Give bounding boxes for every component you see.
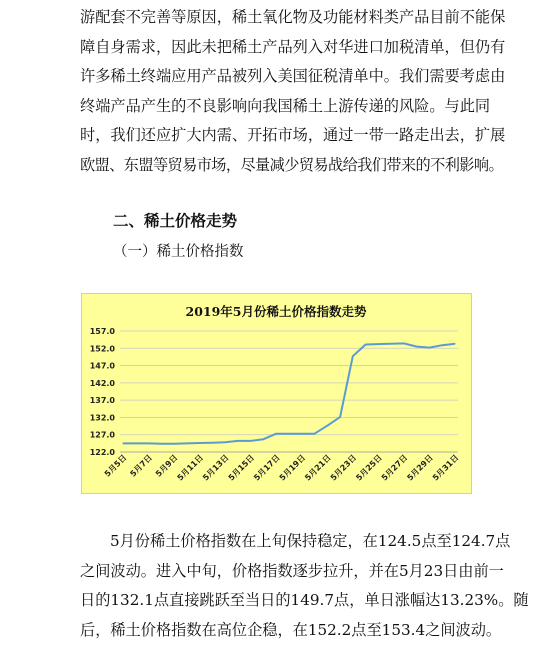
subsection-heading: （一）稀土价格指数 — [113, 244, 244, 260]
chart-canvas — [82, 294, 471, 493]
data-point — [186, 443, 187, 444]
chart-y-axis — [90, 327, 116, 457]
intro-line: 欧盟、东盟等贸易市场，尽量减少贸易战给我们带来的不利影响。 — [80, 155, 504, 174]
price-index-chart — [81, 293, 472, 494]
data-point — [288, 433, 289, 434]
intro-line: 时，我们还应扩大内需、开拓市场，通过一带一路走出去，扩展 — [80, 126, 506, 144]
chart-series — [122, 343, 455, 444]
x-tick-label: 5月25日 — [354, 453, 384, 483]
x-tick-label: 5月27日 — [379, 453, 410, 483]
data-point — [276, 433, 277, 434]
analysis-line: 日的132.1点直接跳跃至当日的149.7点，单日涨幅达13.23%。随 — [80, 591, 529, 609]
data-point — [352, 356, 353, 357]
intro-line: 许多稀土终端应用产品被列入美国征税清单中。我们需要考虑由 — [80, 67, 506, 85]
x-tick-label: 5月23日 — [328, 453, 359, 483]
x-tick-label: 5月15日 — [226, 453, 257, 483]
intro-paragraph — [80, 3, 506, 180]
data-point — [212, 442, 213, 443]
data-point — [365, 344, 366, 345]
intro-line: 游配套不完善等原因，稀土氧化物及功能材料类产品目前不能保 — [80, 8, 506, 26]
data-point — [339, 416, 340, 417]
intro-line: 障自身需求，因此未把稀土产品列入对华进口加税清单，但仍有 — [80, 37, 506, 56]
y-tick-label: 127.0 — [89, 430, 115, 440]
data-point — [327, 425, 328, 426]
y-tick-label: 122.0 — [89, 448, 115, 457]
y-tick-label: 152.0 — [89, 344, 115, 354]
data-point — [314, 433, 315, 434]
section-heading: 二、稀土价格走势 — [113, 212, 238, 230]
analysis-paragraph — [80, 527, 529, 645]
data-point — [403, 343, 404, 344]
y-tick-label: 147.0 — [89, 361, 115, 371]
data-point — [250, 440, 251, 441]
data-point — [263, 439, 264, 440]
data-point — [442, 345, 443, 346]
x-tick-label: 5月11日 — [175, 453, 206, 483]
data-point — [391, 343, 392, 344]
data-point — [429, 347, 430, 348]
analysis-line: 5月份稀土价格指数在上旬保持稳定，在124.5点至124.7点 — [110, 532, 511, 550]
data-point — [122, 443, 123, 444]
data-point — [148, 443, 149, 444]
analysis-line: 之间波动。进入中旬，价格指数逐步拉升，并在5月23日由前一 — [80, 561, 504, 580]
x-tick-label: 5月5日 — [102, 453, 129, 479]
data-point — [135, 443, 136, 444]
data-point — [199, 442, 200, 443]
y-tick-label: 137.0 — [89, 396, 115, 406]
chart-x-axis — [103, 452, 461, 483]
price-index-line — [123, 343, 455, 443]
data-point — [301, 433, 302, 434]
data-point — [225, 442, 226, 443]
data-point — [237, 440, 238, 441]
x-tick-label: 5月31日 — [430, 453, 461, 483]
y-tick-label: 142.0 — [89, 378, 115, 388]
x-tick-label: 5月17日 — [252, 453, 282, 483]
data-point — [454, 343, 455, 344]
x-tick-label: 5月7日 — [128, 453, 154, 479]
analysis-line: 后，稀土价格指数在高位企稳，在152.2点至153.4之间波动。 — [80, 620, 502, 639]
chart-title: 2019年5月份稀土价格指数走势 — [185, 304, 367, 319]
x-tick-label: 5月29日 — [405, 453, 435, 483]
y-tick-label: 157.0 — [89, 327, 115, 336]
data-point — [378, 344, 379, 345]
data-point — [416, 346, 417, 347]
x-tick-label: 5月19日 — [277, 453, 308, 483]
x-tick-label: 5月21日 — [303, 453, 333, 483]
x-tick-label: 5月13日 — [201, 453, 231, 483]
intro-line: 终端产品产生的不良影响向我国稀土上游传递的风险。与此同 — [80, 96, 491, 115]
data-point — [161, 443, 162, 444]
y-tick-label: 132.0 — [89, 413, 115, 423]
x-tick-label: 5月9日 — [153, 453, 180, 479]
data-point — [173, 443, 174, 444]
